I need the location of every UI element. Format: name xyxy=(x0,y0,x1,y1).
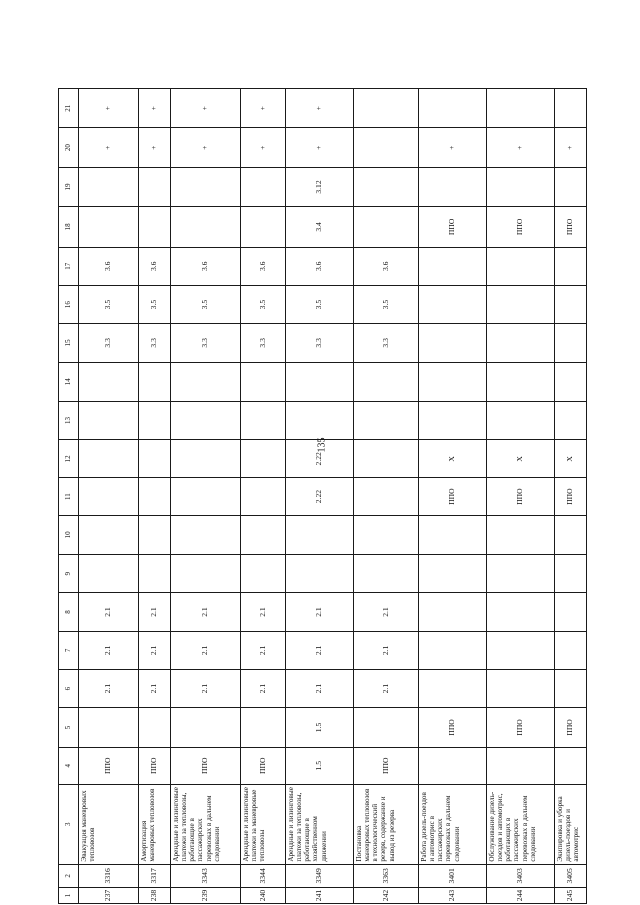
table-cell xyxy=(139,555,171,593)
item-description: Экипировка и уборка дизель-поездов и автомотрис xyxy=(555,784,587,864)
table-cell xyxy=(555,362,587,401)
table-cell xyxy=(555,324,587,362)
table-cell: 3.5 xyxy=(171,285,241,323)
page-number: 135 xyxy=(316,437,328,453)
table-cell xyxy=(241,515,286,554)
table-cell: 3.3 xyxy=(286,324,354,362)
table-cell xyxy=(487,324,555,362)
table-cell xyxy=(487,555,555,593)
table-cell xyxy=(487,89,555,128)
table-cell xyxy=(419,89,487,128)
table-cell: 2.22 xyxy=(286,440,354,478)
table-row xyxy=(555,89,587,904)
table-cell: 2.1 xyxy=(354,631,419,669)
table-cell xyxy=(419,247,487,285)
table-cell xyxy=(79,401,139,439)
table-cell: + xyxy=(241,128,286,167)
table-cell: + xyxy=(79,89,139,128)
table-cell xyxy=(419,515,487,554)
table-cell: ППО xyxy=(241,747,286,784)
table-cell: 3.12 xyxy=(286,167,354,206)
table-cell xyxy=(171,207,241,247)
table-cell xyxy=(241,401,286,439)
table-cell xyxy=(419,669,487,707)
table-cell: 3.3 xyxy=(171,324,241,362)
row-number: 237 xyxy=(79,888,139,904)
item-code: 3344 xyxy=(241,864,286,887)
table-cell: 2.1 xyxy=(241,669,286,707)
column-number: 14 xyxy=(59,362,79,401)
table-cell: 3.5 xyxy=(354,285,419,323)
table-cell xyxy=(354,555,419,593)
table-cell xyxy=(286,401,354,439)
table-cell xyxy=(139,708,171,747)
table-cell: 3.4 xyxy=(286,207,354,247)
table-cell xyxy=(419,285,487,323)
table-cell: + xyxy=(139,89,171,128)
column-number: 3 xyxy=(59,784,79,864)
table-cell xyxy=(354,128,419,167)
table-cell: 2.1 xyxy=(354,669,419,707)
table-cell xyxy=(286,515,354,554)
table-cell xyxy=(79,515,139,554)
item-description: Эвакуация маневровых тепловозов xyxy=(79,784,139,864)
table-cell xyxy=(354,515,419,554)
table-cell: ППО xyxy=(139,747,171,784)
table-cell xyxy=(555,631,587,669)
table-cell: 3.5 xyxy=(79,285,139,323)
table-cell xyxy=(487,167,555,206)
table-cell xyxy=(419,555,487,593)
table-cell xyxy=(487,747,555,784)
item-code: 3316 xyxy=(79,864,139,887)
table-cell xyxy=(487,362,555,401)
table-cell xyxy=(419,593,487,631)
table-cell xyxy=(354,167,419,206)
item-code: 3401 xyxy=(419,864,487,887)
table-row xyxy=(79,89,139,904)
table-cell xyxy=(487,631,555,669)
column-number: 15 xyxy=(59,324,79,362)
table-cell: ППО xyxy=(419,207,487,247)
table-cell: 3.5 xyxy=(286,285,354,323)
row-number: 243 xyxy=(419,888,487,904)
table-cell xyxy=(286,362,354,401)
table-cell: + xyxy=(487,128,555,167)
item-code: 3349 xyxy=(286,864,354,887)
table-cell: ППО xyxy=(79,747,139,784)
table-cell: 2.1 xyxy=(139,669,171,707)
table-cell: ППО xyxy=(487,207,555,247)
table-cell xyxy=(354,401,419,439)
table-cell: 2.1 xyxy=(354,593,419,631)
column-number: 21 xyxy=(59,89,79,128)
table-cell xyxy=(139,440,171,478)
table-cell: 3.6 xyxy=(241,247,286,285)
item-code: 3405 xyxy=(555,864,587,887)
table-cell xyxy=(171,401,241,439)
table-row xyxy=(419,89,487,904)
row-number: 245 xyxy=(555,888,587,904)
table-cell: 2.1 xyxy=(171,631,241,669)
table-cell xyxy=(555,167,587,206)
table-cell xyxy=(171,555,241,593)
table-cell xyxy=(354,89,419,128)
table-cell xyxy=(354,440,419,478)
item-description: Арендные и лизинговые платежи за тепловозы, работающие в хозяйственном движении xyxy=(286,784,354,864)
table-cell xyxy=(241,362,286,401)
table-cell xyxy=(171,515,241,554)
table-cell: ППО xyxy=(487,478,555,515)
table-cell: 3.6 xyxy=(286,247,354,285)
table-cell: ППО xyxy=(354,747,419,784)
table-cell xyxy=(555,401,587,439)
column-number: 10 xyxy=(59,515,79,554)
row-number: 244 xyxy=(487,888,555,904)
table-row xyxy=(286,89,354,904)
table-cell: 2.1 xyxy=(286,631,354,669)
table-cell: 2.1 xyxy=(79,631,139,669)
row-number: 241 xyxy=(286,888,354,904)
table-cell: 2.1 xyxy=(241,593,286,631)
table-cell: ППО xyxy=(419,478,487,515)
table-cell xyxy=(555,593,587,631)
table-cell xyxy=(354,708,419,747)
item-description: Арендные и лизинговые платежи за маневровые тепловозы xyxy=(241,784,286,864)
header-row xyxy=(59,89,79,904)
table-cell: ППО xyxy=(419,708,487,747)
table-cell: ППО xyxy=(487,708,555,747)
table-cell xyxy=(555,89,587,128)
table-cell xyxy=(139,478,171,515)
table-cell xyxy=(286,555,354,593)
table-cell: 2.1 xyxy=(241,631,286,669)
table-row xyxy=(487,89,555,904)
table-cell xyxy=(79,167,139,206)
table-cell: + xyxy=(241,89,286,128)
table-cell: Х xyxy=(555,440,587,478)
table-row xyxy=(241,89,286,904)
table-cell: 3.6 xyxy=(171,247,241,285)
table-cell xyxy=(139,167,171,206)
table-cell xyxy=(419,324,487,362)
table-cell: 2.1 xyxy=(286,593,354,631)
table-cell xyxy=(241,555,286,593)
item-code: 3317 xyxy=(139,864,171,887)
table-cell xyxy=(487,247,555,285)
row-number: 238 xyxy=(139,888,171,904)
column-number: 8 xyxy=(59,593,79,631)
table-cell: + xyxy=(555,128,587,167)
table-cell xyxy=(79,478,139,515)
table-cell xyxy=(79,440,139,478)
table-cell: Х xyxy=(487,440,555,478)
item-code: 3343 xyxy=(171,864,241,887)
table-cell xyxy=(139,362,171,401)
column-number: 16 xyxy=(59,285,79,323)
table-cell: + xyxy=(419,128,487,167)
table-cell xyxy=(419,631,487,669)
item-code: 3403 xyxy=(487,864,555,887)
column-number: 17 xyxy=(59,247,79,285)
table-cell xyxy=(555,285,587,323)
item-description: Постановка маневровых тепловозов в технологический резерв, содержание и вывод из резерва xyxy=(354,784,419,864)
table-cell xyxy=(419,401,487,439)
table-cell: 3.6 xyxy=(354,247,419,285)
table-cell: 2.1 xyxy=(139,631,171,669)
item-description: Арендные и лизинговые платежи за тепловозы, работающие в пассажирских перевозках в дальнем следовании xyxy=(171,784,241,864)
table-cell: 1.5 xyxy=(286,708,354,747)
table-cell: 2.1 xyxy=(171,593,241,631)
table-cell: 3.6 xyxy=(139,247,171,285)
table-cell xyxy=(555,515,587,554)
table-cell: ППО xyxy=(555,207,587,247)
column-number: 18 xyxy=(59,207,79,247)
table-cell: 3.3 xyxy=(139,324,171,362)
column-number: 11 xyxy=(59,478,79,515)
table-cell: 3.5 xyxy=(139,285,171,323)
table-cell xyxy=(419,167,487,206)
cost-items-table xyxy=(58,88,587,904)
table-cell xyxy=(555,669,587,707)
table-cell xyxy=(487,285,555,323)
table-cell xyxy=(555,555,587,593)
table-cell: 2.1 xyxy=(171,669,241,707)
table-cell: + xyxy=(139,128,171,167)
column-number: 19 xyxy=(59,167,79,206)
column-number: 2 xyxy=(59,864,79,887)
table-row xyxy=(354,89,419,904)
table-cell: 3.5 xyxy=(241,285,286,323)
table-cell: ППО xyxy=(555,478,587,515)
table-cell xyxy=(139,401,171,439)
table-cell xyxy=(241,167,286,206)
table-row xyxy=(139,89,171,904)
table-cell xyxy=(171,440,241,478)
column-number: 6 xyxy=(59,669,79,707)
table-cell: Х xyxy=(419,440,487,478)
table-cell xyxy=(171,167,241,206)
column-number: 12 xyxy=(59,440,79,478)
item-description: Работа дизель-поездов и автомотрис в пассажирских перевозках в дальнем следовании xyxy=(419,784,487,864)
table-cell: 2.22 xyxy=(286,478,354,515)
table-cell: ППО xyxy=(171,747,241,784)
table-cell xyxy=(487,401,555,439)
table-cell xyxy=(354,207,419,247)
table-cell: + xyxy=(79,128,139,167)
item-description: Амортизация маневровых тепловозов xyxy=(139,784,171,864)
table-cell xyxy=(79,555,139,593)
row-number: 242 xyxy=(354,888,419,904)
table-cell: 3.3 xyxy=(241,324,286,362)
table-cell xyxy=(241,440,286,478)
table-cell: + xyxy=(286,128,354,167)
column-number: 1 xyxy=(59,888,79,904)
table-cell: 2.1 xyxy=(79,669,139,707)
table-cell xyxy=(79,207,139,247)
table-cell xyxy=(487,515,555,554)
table-cell: + xyxy=(171,89,241,128)
table-cell xyxy=(241,708,286,747)
table-cell xyxy=(79,362,139,401)
table-cell xyxy=(555,747,587,784)
table-cell xyxy=(354,478,419,515)
table-cell xyxy=(354,362,419,401)
table-cell: ППО xyxy=(555,708,587,747)
column-number: 5 xyxy=(59,708,79,747)
table-cell: 1.5 xyxy=(286,747,354,784)
row-number: 239 xyxy=(171,888,241,904)
table-row xyxy=(171,89,241,904)
table-cell xyxy=(139,207,171,247)
table-cell xyxy=(241,207,286,247)
item-description: Обслуживание дизель-поездов и автомотрис, работающих в пассажирских перевозках в дальнем следовании xyxy=(487,784,555,864)
column-number: 9 xyxy=(59,555,79,593)
table-cell xyxy=(171,708,241,747)
table-cell: 2.1 xyxy=(79,593,139,631)
table-cell: + xyxy=(171,128,241,167)
table-cell xyxy=(555,247,587,285)
table-cell: 3.3 xyxy=(79,324,139,362)
column-number: 13 xyxy=(59,401,79,439)
table-cell: 3.6 xyxy=(79,247,139,285)
table-cell: 3.3 xyxy=(354,324,419,362)
table-cell xyxy=(419,747,487,784)
table-cell xyxy=(79,708,139,747)
table-cell: 2.1 xyxy=(139,593,171,631)
table-cell xyxy=(241,478,286,515)
table-cell xyxy=(139,515,171,554)
row-number: 240 xyxy=(241,888,286,904)
column-number: 7 xyxy=(59,631,79,669)
column-number: 4 xyxy=(59,747,79,784)
table-cell: 2.1 xyxy=(286,669,354,707)
table-cell xyxy=(487,593,555,631)
column-number: 20 xyxy=(59,128,79,167)
table-cell xyxy=(419,362,487,401)
table-cell xyxy=(487,669,555,707)
table-cell xyxy=(171,362,241,401)
table-cell xyxy=(171,478,241,515)
table-cell: + xyxy=(286,89,354,128)
item-code: 3363 xyxy=(354,864,419,887)
